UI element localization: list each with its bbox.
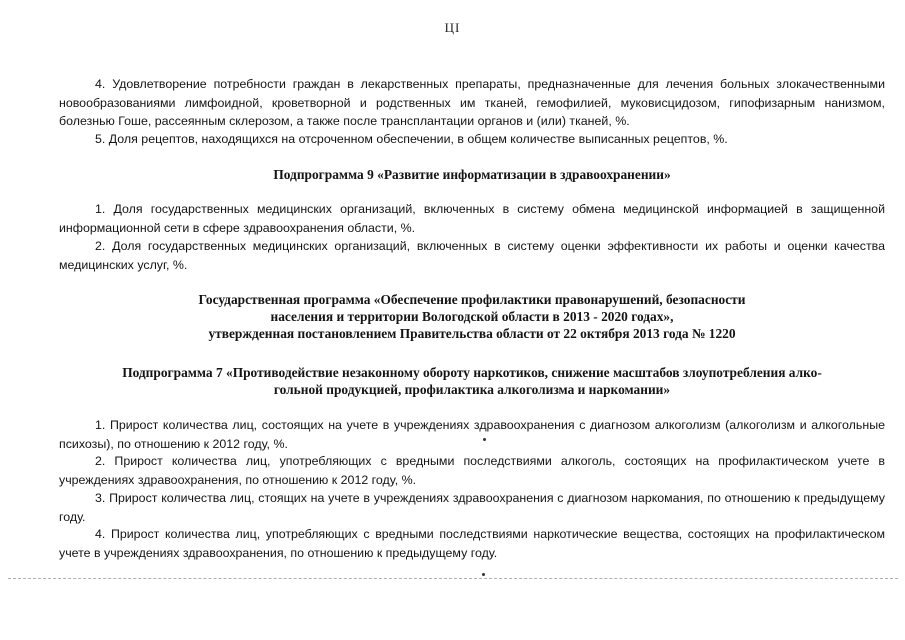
scan-speck — [482, 573, 485, 576]
page-number: ЦI — [444, 20, 461, 35]
subprogram-7-item-4: 4. Прирост количества лиц, употребляющих с вредными последствиями наркотические вещества, состоящих на профилактическом учете в учреждениях здравоохранения, по отношению к предыдущему году. — [59, 527, 885, 560]
section-a-item-4: 4. Удовлетворение потребности граждан в лекарственных препараты, предназначенные для лечения больных злокачественными новообразованиями лимфоидной, кроветворной и родственных им тканей, гемофилией, муковисцидозом, гипофизарным нанизмом, болезнью Гоше, рассеянным склерозом, а также после трансплантации органов и (или) тканей, %. — [59, 77, 885, 128]
state-program-title — [59, 291, 885, 342]
scan-edge-line — [8, 578, 898, 579]
state-program-title-line-3: утвержденная постановлением Правительства области от 22 октября 2013 года № 1220 — [208, 326, 736, 341]
scan-speck — [483, 438, 486, 441]
subprogram-7-title — [59, 364, 885, 398]
subprogram-7-item-2: 2. Прирост количества лиц, употребляющих с вредными последствиями алкоголь, состоящих на профилактическом учете в учреждениях здравоохранения, по отношению к 2012 году, %. — [59, 454, 885, 487]
state-program-title-line-1: Государственная программа «Обеспечение профилактики правонарушений, безопасности — [198, 292, 746, 307]
subprogram-9-item-2: 2. Доля государственных медицинских организаций, включенных в систему оценки эффективности их работы и оценки качества медицинских услуг, %. — [59, 239, 885, 272]
subprogram-7-title-line-1: Подпрограмма 7 «Противодействие незаконному обороту наркотиков, снижение масштабов злоупотребления алко- — [122, 365, 822, 380]
subprogram-7-item-3: 3. Прирост количества лиц, стоящих на учете в учреждениях здравоохранения с диагнозом наркомания, по отношению к предыдущему году. — [59, 491, 885, 524]
subprogram-9-title: Подпрограмма 9 «Развитие информатизации в здравоохранении» — [273, 167, 671, 182]
subprogram-9-item-1: 1. Доля государственных медицинских организаций, включенных в систему обмена медицинской информацией в защищенной информационной сети в сфере здравоохранения области, %. — [59, 202, 885, 235]
subprogram-7-title-line-2: гольной продукцией, профилактика алкоголизма и наркомании» — [273, 382, 671, 397]
section-a-item-5: 5. Доля рецептов, находящихся на отсроченном обеспечении, в общем количестве выписанных рецептов, %. — [95, 132, 728, 146]
state-program-title-line-2: населения и территории Вологодской области в 2013 - 2020 годах», — [270, 309, 674, 324]
subprogram-7-item-1: 1. Прирост количества лиц, состоящих на учете в учреждениях здравоохранения с диагнозом алкоголизм (алкоголизм и алкогольные психозы), по отношению к 2012 году, %. — [59, 418, 885, 451]
